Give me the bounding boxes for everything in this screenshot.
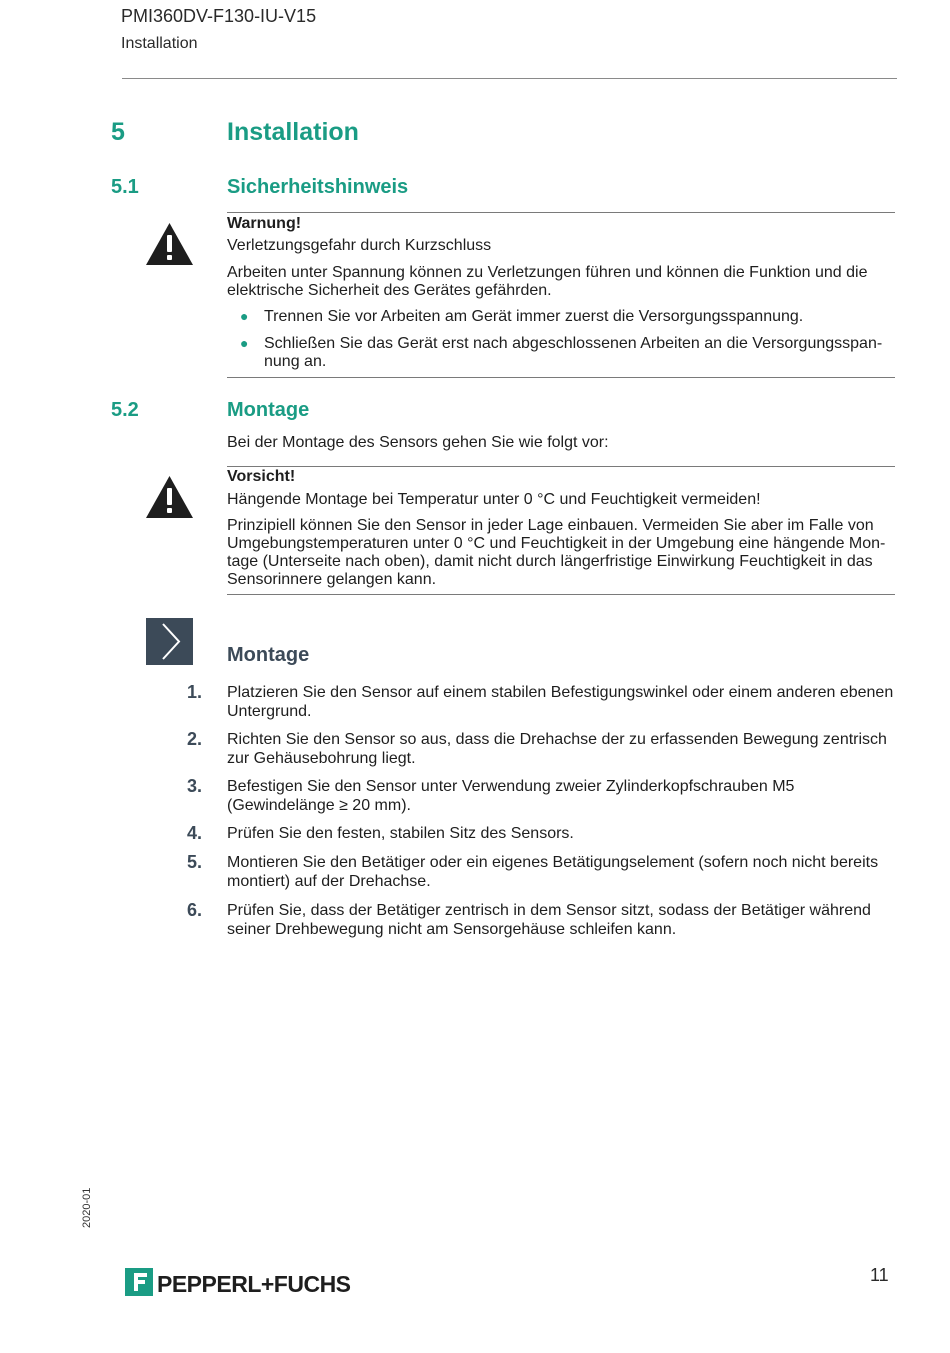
section-number: 5.1	[111, 176, 139, 198]
caution-top-rule	[227, 466, 895, 467]
page-number: 11	[870, 1265, 889, 1285]
instruction-box	[146, 618, 193, 665]
warning-bottom-rule	[227, 377, 895, 378]
step-text: Prüfen Sie den festen, stabilen Sitz des Sensors.	[227, 825, 574, 842]
warning-label: Warnung!	[227, 215, 302, 232]
revision-date: 2020-01	[81, 1187, 93, 1228]
step-text: Prüfen Sie, dass der Betätiger zentrisch in dem Sensor sitzt, sodass der Betätiger während seiner Drehbewegung nicht am Sensorgehäuse schleifen kann.	[227, 902, 871, 938]
step-number: 1.	[186, 682, 202, 702]
step-text: Platzieren Sie den Sensor auf einem stabilen Befestigungswinkel oder einem anderen ebenen Untergrund.	[227, 684, 894, 720]
section-title: Sicherheitshinweis	[227, 176, 409, 198]
section-intro: Bei der Montage des Sensors gehen Sie wie folgt vor:	[227, 434, 609, 451]
step-text: Befestigen Sie den Sensor unter Verwendung zweier Zylinderkopfschrauben M5 (Gewindelänge ≥ 20 mm).	[227, 778, 795, 814]
chapter-number: 5	[111, 118, 125, 146]
chevron-right-icon	[146, 618, 193, 665]
step-number: 3.	[186, 776, 202, 796]
bullet-dot: ●	[240, 335, 249, 351]
company-logo	[125, 1268, 365, 1300]
instruction-title: Montage	[227, 644, 310, 666]
document-title: PMI360DV-F130-IU-V15	[121, 6, 317, 26]
warning-body: Arbeiten unter Spannung können zu Verletzungen führen und können die Funktion und die elektrische Sicherheit des Gerätes gefährden.	[227, 264, 868, 299]
step-text: Richten Sie den Sensor so aus, dass die Drehachse der zu erfassenden Bewegung zentrisch zur Gehäusebohrung liegt.	[227, 731, 887, 767]
header-section: Installation	[121, 35, 198, 52]
section-number: 5.2	[111, 399, 139, 421]
caution-body: Prinzipiell können Sie den Sensor in jeder Lage einbauen. Vermeiden Sie aber im Falle von Umgebungstemperaturen unter 0 °C und Feuchtigkeit in der Umgebung eine hängende Mon-tage (Unterseite nach oben), damit nicht durch längerfristige Einwirkung Feuchtigkeit in das Sensorinnere gelangen kann.	[227, 517, 886, 588]
step-number: 6.	[186, 900, 202, 920]
caution-bottom-rule	[227, 594, 895, 595]
warning-triangle-icon	[145, 222, 194, 266]
warning-top-rule	[227, 212, 895, 213]
warning-headline: Verletzungsgefahr durch Kurzschluss	[227, 237, 492, 254]
warning-bullet: Schließen Sie das Gerät erst nach abgeschlossenen Arbeiten an die Versorgungsspan-nung an.	[264, 335, 883, 370]
step-text: Montieren Sie den Betätiger oder ein eigenes Betätigungselement (sofern noch nicht bereits montiert) auf der Drehachse.	[227, 854, 879, 890]
chapter-title: Installation	[227, 118, 359, 146]
logo-text: PEPPERL+FUCHS	[157, 1271, 351, 1297]
warning-bullet: Trennen Sie vor Arbeiten am Gerät immer zuerst die Versorgungsspannung.	[264, 308, 804, 325]
step-number: 5.	[186, 852, 202, 872]
header-divider	[122, 78, 897, 79]
bullet-dot: ●	[240, 308, 249, 324]
warning-triangle-icon	[145, 475, 194, 519]
logo-mark-icon	[125, 1268, 153, 1296]
caution-headline: Hängende Montage bei Temperatur unter 0 °C und Feuchtigkeit vermeiden!	[227, 491, 761, 508]
step-number: 4.	[186, 823, 202, 843]
step-number: 2.	[186, 729, 202, 749]
caution-label: Vorsicht!	[227, 468, 296, 485]
section-title: Montage	[227, 399, 310, 421]
